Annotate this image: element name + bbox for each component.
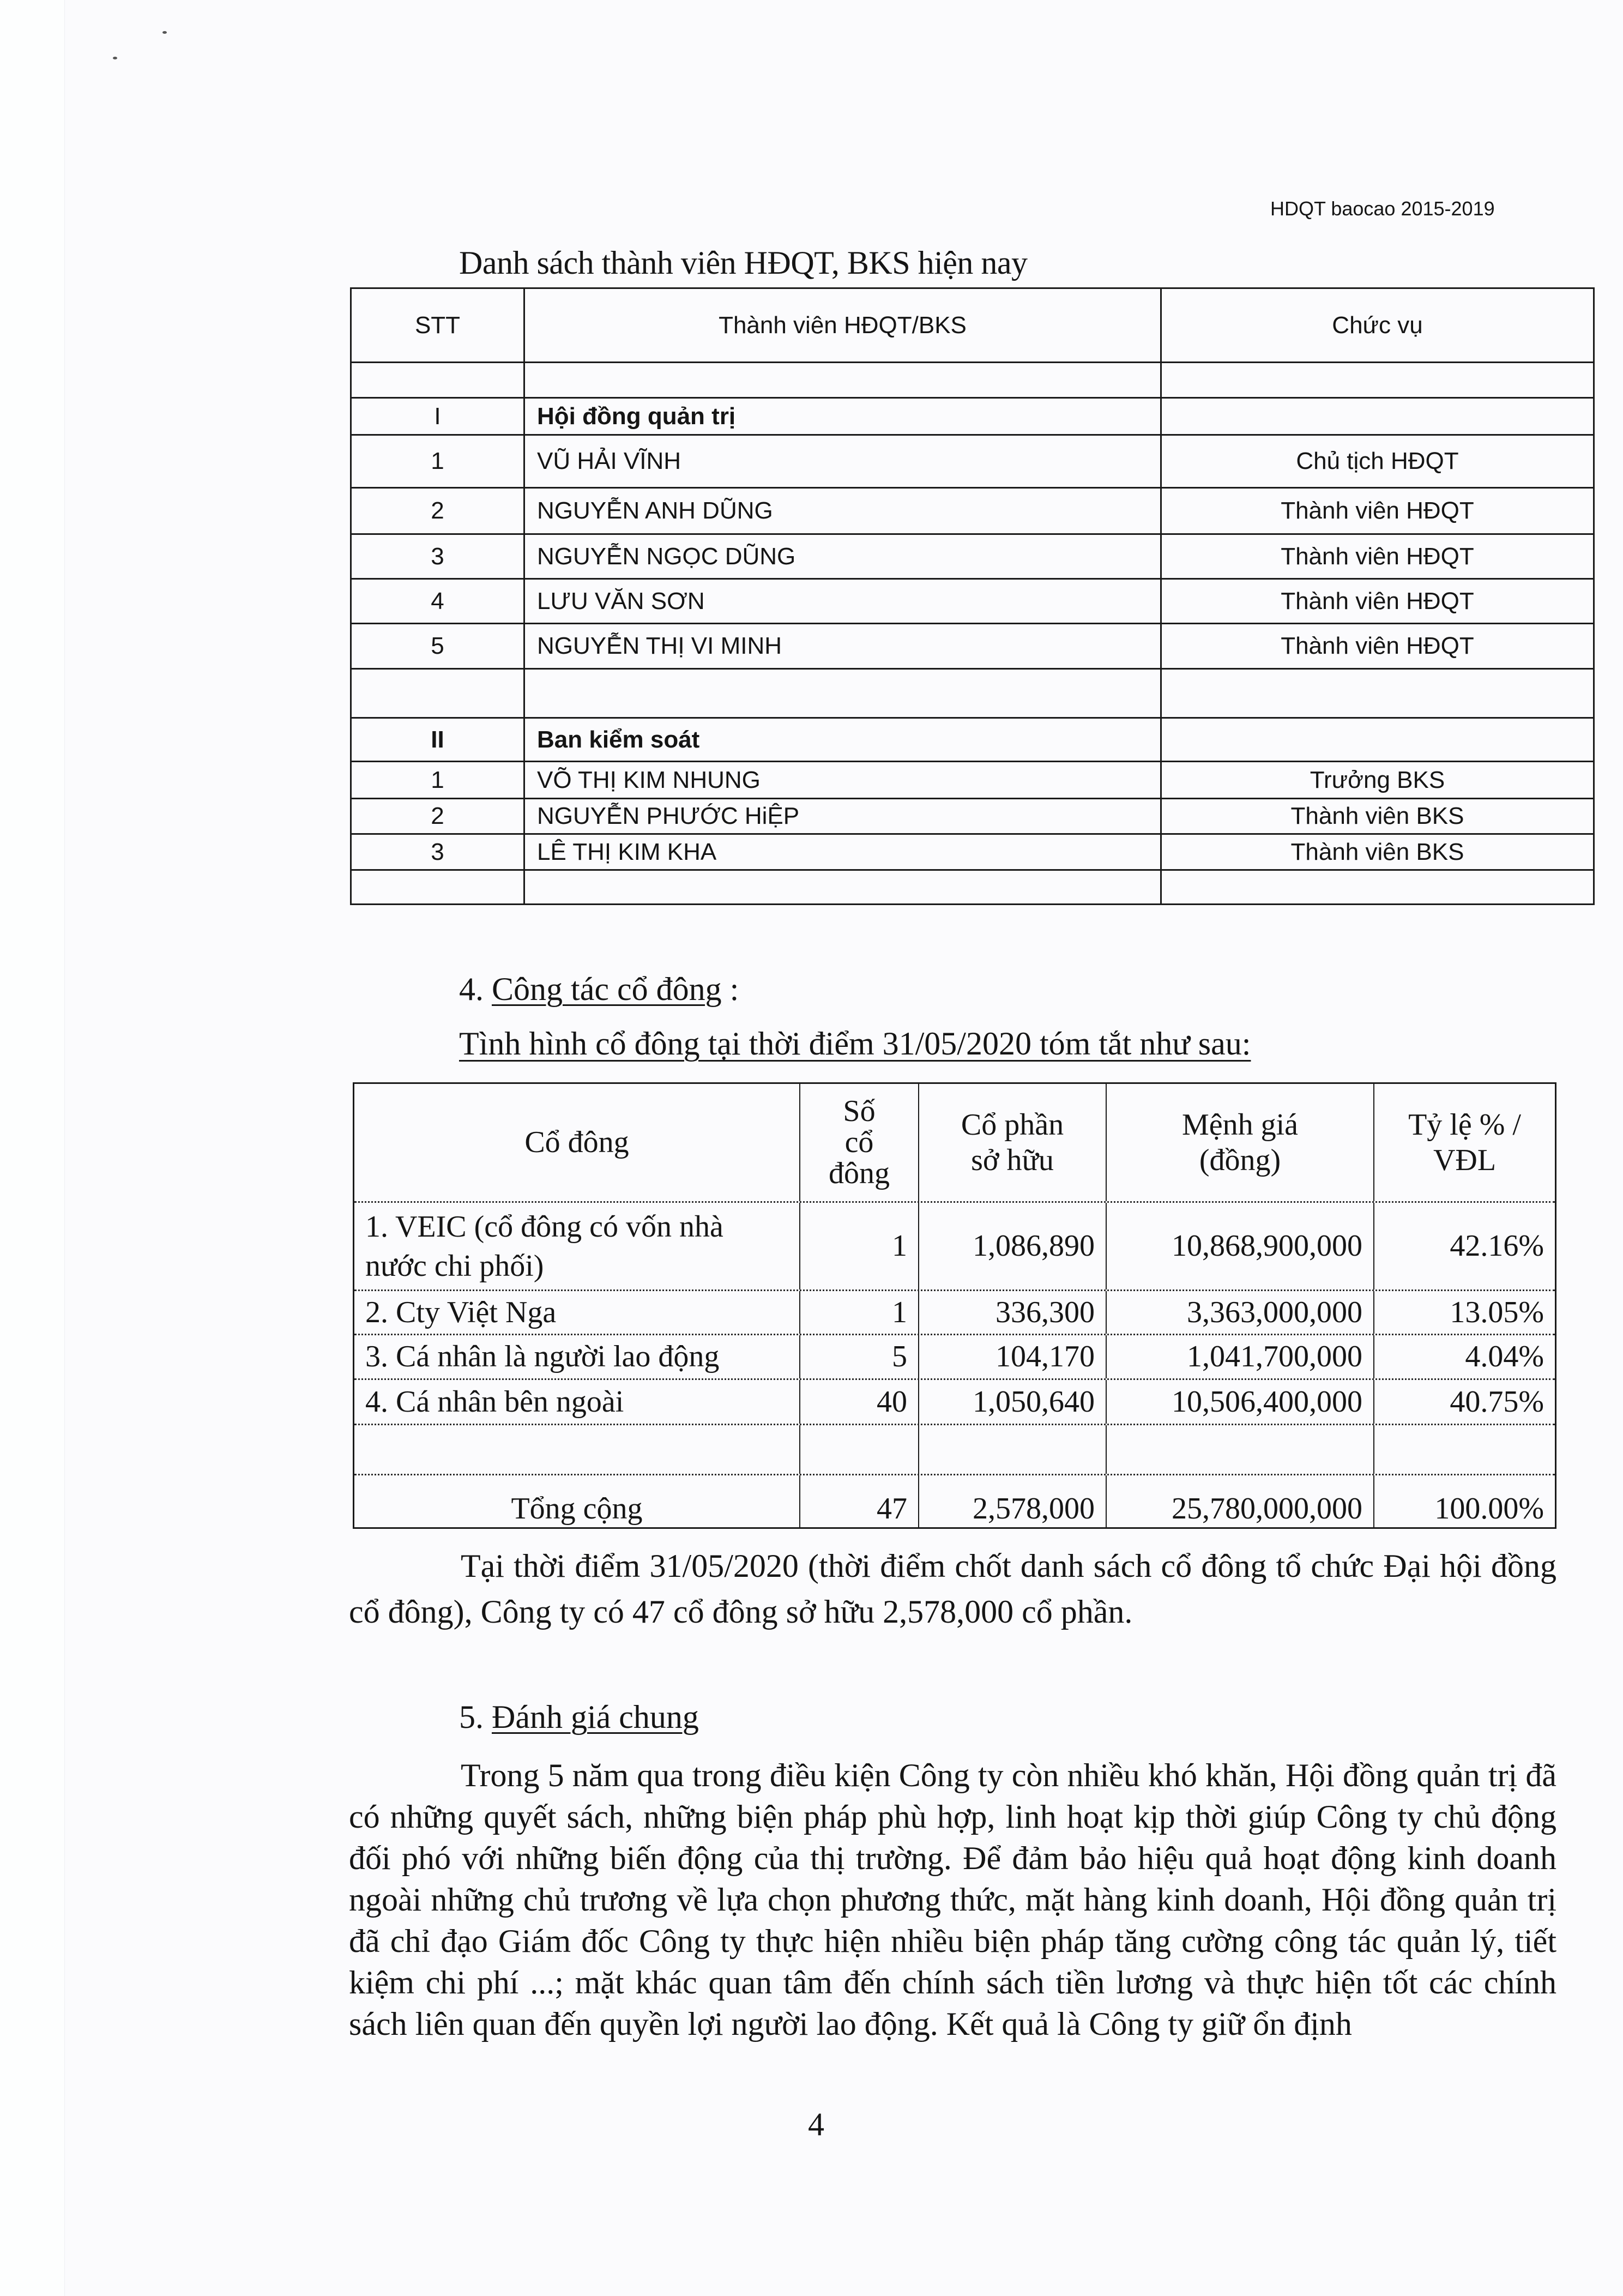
section-5-heading — [459, 1698, 699, 1736]
table-row-group-supervisory — [352, 717, 1593, 761]
row-role — [1162, 719, 1593, 761]
par-value: 3,363,000,000 — [1107, 1291, 1374, 1334]
row-name: NGUYỄN NGỌC DŨNG — [525, 535, 1162, 578]
table-row-empty — [352, 668, 1593, 717]
column-header-shareholder — [354, 1084, 800, 1201]
table-row — [352, 533, 1593, 578]
row-role: Thành viên HĐQT — [1281, 632, 1474, 659]
row-stt: 3 — [352, 835, 525, 869]
total-par-value: 25,780,000,000 — [1107, 1475, 1374, 1527]
table-header-row — [354, 1084, 1555, 1201]
row-role — [1162, 363, 1593, 397]
shareholder-count: 1 — [800, 1203, 919, 1289]
ownership-ratio: 4.04% — [1465, 1340, 1544, 1374]
par-value — [1107, 1425, 1374, 1474]
row-stt: 2 — [352, 489, 525, 533]
document-reference: HDQT baocao 2015-2019 — [1270, 197, 1495, 220]
row-stt — [352, 363, 525, 397]
row-stt: I — [352, 399, 525, 434]
row-name: LƯU VĂN SƠN — [525, 580, 1162, 623]
row-stt: II — [352, 719, 525, 761]
column-header-member: Thành viên HĐQT/BKS — [525, 289, 1162, 361]
table-row-empty — [352, 869, 1593, 903]
row-role — [1162, 399, 1593, 434]
summary-paragraph — [349, 1543, 1556, 1635]
row-stt — [352, 871, 525, 903]
column-header-position: Chức vụ — [1332, 311, 1423, 339]
table-row — [352, 761, 1593, 798]
table-row — [354, 1289, 1555, 1334]
summary-text: Tại thời điểm 31/05/2020 (thời điểm chốt danh sách cổ đông tổ chức Đại hội đồng cổ đông), Công ty có 47 cổ đông sở hữu 2,578,000 cổ phần. — [349, 1548, 1556, 1630]
row-name: VÕ THỊ KIM NHUNG — [525, 762, 1162, 798]
row-role — [1162, 670, 1593, 717]
column-header-count — [800, 1084, 919, 1201]
page-number: 4 — [808, 2106, 824, 2142]
scan-margin — [0, 0, 65, 2296]
shareholder-name: 1. VEIC (cổ đông có vốn nhà nước chi phối) — [354, 1203, 800, 1289]
ownership-ratio: 40.75% — [1450, 1384, 1544, 1419]
section-4-colon: : — [721, 971, 739, 1007]
column-header-stt: STT — [352, 289, 525, 361]
row-role: Trưởng BKS — [1310, 766, 1445, 793]
section-5-number: 5. — [459, 1699, 484, 1735]
column-header-shares — [919, 1084, 1107, 1201]
shareholder-count: 1 — [800, 1291, 919, 1334]
row-stt — [352, 670, 525, 717]
shareholder-name: 3. Cá nhân là người lao động — [354, 1335, 800, 1378]
total-shares: 2,578,000 — [919, 1475, 1107, 1527]
header-line: (đồng) — [1199, 1143, 1281, 1177]
row-role: Thành viên HĐQT — [1281, 587, 1474, 614]
ownership-ratio — [1374, 1425, 1555, 1474]
row-name — [525, 871, 1162, 903]
shares-owned: 1,086,890 — [919, 1203, 1107, 1289]
column-header-ratio — [1374, 1084, 1555, 1201]
row-name: NGUYỄN ANH DŨNG — [525, 489, 1162, 533]
table-row-empty — [352, 361, 1593, 397]
shares-owned: 104,170 — [919, 1335, 1107, 1378]
table-total-row — [354, 1474, 1555, 1527]
shares-owned — [919, 1425, 1107, 1474]
shares-owned: 336,300 — [919, 1291, 1107, 1334]
scan-speck — [113, 57, 117, 59]
shareholder-name — [354, 1425, 800, 1474]
board-members-table — [350, 287, 1595, 905]
table-row — [352, 487, 1593, 533]
table-row — [352, 798, 1593, 833]
shareholder-count — [800, 1425, 919, 1474]
scan-speck — [162, 31, 167, 34]
header-line: Tỷ lệ % / — [1408, 1108, 1521, 1142]
par-value: 10,506,400,000 — [1107, 1380, 1374, 1424]
total-ratio: 100.00% — [1434, 1492, 1544, 1526]
section-4-heading — [459, 971, 739, 1008]
table-row — [354, 1334, 1555, 1378]
row-stt: 3 — [352, 535, 525, 578]
header-line: sở hữu — [971, 1143, 1054, 1177]
section-4-subtitle: Tình hình cổ đông tại thời điểm 31/05/2020 tóm tắt như sau: — [459, 1026, 1251, 1062]
table-row — [352, 833, 1593, 869]
group-label-supervisory: Ban kiểm soát — [525, 719, 1162, 761]
total-label: Tổng cộng — [354, 1475, 800, 1527]
table-row — [352, 623, 1593, 668]
header-line: cổ — [844, 1125, 874, 1159]
row-name — [525, 670, 1162, 717]
row-stt: 4 — [352, 580, 525, 623]
table-row — [354, 1378, 1555, 1424]
board-table-title: Danh sách thành viên HĐQT, BKS hiện nay — [459, 245, 1028, 281]
section-4-number: 4. — [459, 971, 484, 1007]
row-name: NGUYỄN THỊ VI MINH — [525, 624, 1162, 668]
section-5-title: Đánh giá chung — [492, 1699, 699, 1735]
par-value: 1,041,700,000 — [1107, 1335, 1374, 1378]
header-line: Mệnh giá — [1181, 1108, 1299, 1142]
row-role: Thành viên BKS — [1290, 803, 1464, 829]
row-stt: 1 — [352, 762, 525, 798]
header-line: Cổ phần — [961, 1108, 1064, 1142]
shareholder-name: 2. Cty Việt Nga — [354, 1291, 800, 1334]
section-4-title: Công tác cổ đông — [492, 971, 722, 1007]
row-role: Thành viên HĐQT — [1281, 543, 1474, 570]
shareholder-table — [353, 1082, 1556, 1529]
row-stt: 1 — [352, 436, 525, 487]
row-name — [525, 363, 1162, 397]
column-header-par-value — [1107, 1084, 1374, 1201]
row-stt: 2 — [352, 799, 525, 833]
shares-owned: 1,050,640 — [919, 1380, 1107, 1424]
shareholder-count: 40 — [800, 1380, 919, 1424]
header-line: Cổ đông — [524, 1125, 629, 1160]
section-5-paragraph — [349, 1755, 1556, 2045]
row-role: Thành viên HĐQT — [1281, 497, 1474, 524]
section-5-text: Trong 5 năm qua trong điều kiện Công ty còn nhiều khó khăn, Hội đồng quản trị đã có những quyết sách, những biện pháp phù hợp, linh hoạt kịp thời giúp Công ty chủ động đối phó với những biến động của thị trường. Để đảm bảo hiệu quả hoạt động kinh doanh ngoài những chủ trương về lựa chọn phương thức, mặt hàng kinh doanh, Hội đồng quản trị đã chỉ đạo Giám đốc Công ty thực hiện nhiều biện pháp tăng cường công tác quản lý, tiết kiệm chi phí ...; mặt khác quan tâm đến chính sách tiền lương và thực hiện tốt các chính sách liên quan đến quyền lợi người lao động. Kết quả là Công ty giữ ổn định — [349, 1757, 1556, 2042]
header-line: đông — [829, 1156, 890, 1191]
row-name: NGUYỄN PHƯỚC HiỆP — [525, 799, 1162, 833]
row-role: Chủ tịch HĐQT — [1296, 448, 1459, 474]
header-line: VĐL — [1433, 1143, 1497, 1177]
row-name: VŨ HẢI VĨNH — [525, 436, 1162, 487]
group-label-board: Hội đồng quản trị — [525, 399, 1162, 434]
table-row — [352, 578, 1593, 623]
shareholder-count: 5 — [800, 1335, 919, 1378]
table-header-row — [352, 289, 1593, 361]
ownership-ratio: 13.05% — [1450, 1295, 1544, 1329]
table-row-group-board — [352, 397, 1593, 434]
table-row — [354, 1201, 1555, 1289]
row-role — [1162, 871, 1593, 903]
shareholder-name: 4. Cá nhân bên ngoài — [354, 1380, 800, 1424]
header-line: Số — [843, 1094, 876, 1128]
table-row — [352, 434, 1593, 487]
row-role: Thành viên BKS — [1290, 838, 1464, 865]
row-name: LÊ THỊ KIM KHA — [525, 835, 1162, 869]
row-stt: 5 — [352, 624, 525, 668]
ownership-ratio: 42.16% — [1450, 1229, 1544, 1263]
par-value: 10,868,900,000 — [1107, 1203, 1374, 1289]
table-row-empty — [354, 1424, 1555, 1474]
total-count: 47 — [800, 1475, 919, 1527]
